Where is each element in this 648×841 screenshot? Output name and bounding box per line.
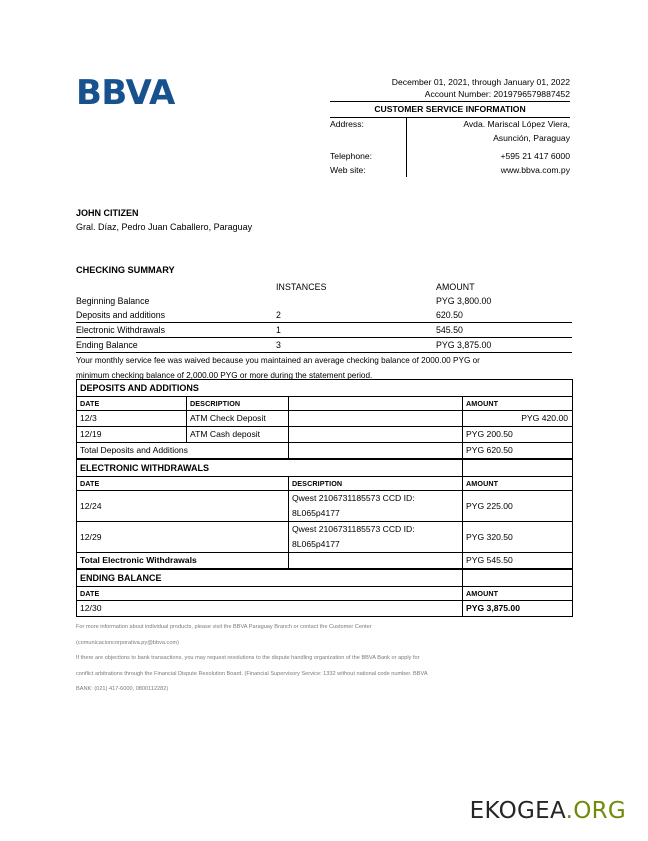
- summary-label: Beginning Balance: [76, 296, 150, 306]
- withdrawal-date: 12/24: [77, 491, 289, 522]
- customer-name: JOHN CITIZEN: [76, 208, 139, 218]
- address-value-line1: Avda. Mariscal López Viera,: [463, 119, 570, 129]
- watermark-primary: EKOGEA: [469, 798, 566, 824]
- header-info-block: [330, 76, 570, 177]
- deposit-spacer: [289, 411, 463, 427]
- customer-address: Gral. Díaz, Pedro Juan Caballero, Paraguay: [76, 222, 253, 232]
- customer-service-table: [330, 118, 570, 177]
- checking-summary-table: [76, 280, 572, 353]
- ending-balance-amount: PYG 3,875.00: [463, 601, 573, 617]
- ending-balance-col-date: DATE: [77, 587, 463, 601]
- table-row: [77, 522, 573, 553]
- header-row-telephone: [330, 150, 570, 164]
- ending-balance-section-blank: [463, 570, 573, 587]
- deposit-date: 12/3: [77, 411, 187, 427]
- checking-summary-section: [76, 262, 572, 382]
- ending-balance-col-amount: AMOUNT: [463, 587, 573, 601]
- ending-balance-date: 12/30: [77, 601, 463, 617]
- deposits-col-amount: AMOUNT: [463, 397, 573, 411]
- deposits-col-spacer: [289, 397, 463, 411]
- header-row-website: [330, 164, 570, 178]
- withdrawals-total-amount: PYG 545.50: [463, 553, 573, 569]
- summary-instances: 2: [276, 310, 281, 320]
- withdrawals-total-spacer: [289, 553, 463, 569]
- deposits-column-header: [77, 397, 573, 411]
- ending-balance-column-header: [77, 587, 573, 601]
- withdrawal-date: 12/29: [77, 522, 289, 553]
- withdrawal-description: Qwest 2106731185573 CCD ID: 8L065p4177: [289, 491, 463, 522]
- deposit-amount: PYG 200.50: [463, 427, 573, 443]
- transactions-section: [76, 379, 572, 617]
- bbva-logo: BBVA: [76, 73, 175, 113]
- withdrawals-total-label: Total Electronic Withdrawals: [77, 553, 289, 569]
- table-row: [77, 601, 573, 617]
- legal-footer: [76, 620, 576, 698]
- table-row: [77, 491, 573, 522]
- deposits-total-spacer: [289, 443, 463, 459]
- address-label: Address:: [330, 118, 407, 132]
- summary-label: Deposits and additions: [76, 310, 166, 320]
- withdrawals-table: [76, 459, 573, 569]
- summary-header-instances: INSTANCES: [276, 282, 327, 292]
- withdrawals-section-blank: [463, 460, 573, 477]
- footer-line-4: conflict arbitrations through the Financial Dispute Resolution Board. (Financial Supervisory Service: 1332 without national code number. BBVA: [76, 670, 428, 677]
- ekogea-watermark: [470, 800, 626, 823]
- statement-period: December 01, 2021, through January 01, 2022: [391, 77, 570, 87]
- deposit-description: ATM Check Deposit: [187, 411, 289, 427]
- telephone-value: +595 21 417 6000: [500, 151, 570, 161]
- website-label: Web site:: [330, 164, 407, 178]
- deposits-table: [76, 379, 573, 459]
- deposit-spacer: [289, 427, 463, 443]
- watermark-suffix: .ORG: [565, 798, 626, 824]
- withdrawals-section-header: [77, 460, 573, 477]
- summary-row-withdrawals: [76, 323, 572, 338]
- deposits-total-amount: PYG 620.50: [463, 443, 573, 459]
- deposit-description: ATM Cash deposit: [187, 427, 289, 443]
- deposits-section-title: DEPOSITS AND ADDITIONS: [77, 380, 573, 397]
- summary-row-ending-balance: [76, 338, 572, 353]
- summary-header-row: [76, 280, 572, 294]
- summary-header-blank: [76, 280, 276, 294]
- summary-label: Ending Balance: [76, 338, 276, 353]
- customer-service-title: CUSTOMER SERVICE INFORMATION: [330, 102, 570, 118]
- fee-waiver-note-line2: minimum checking balance of 2,000.00 PYG or more during the statement period.: [76, 370, 373, 380]
- withdrawal-amount: PYG 225.00: [463, 491, 573, 522]
- ending-balance-table: [76, 569, 573, 617]
- footer-line-1: For more information about individual products, please visit the BBVA Paraguay Branch or contact the Customer Center: [76, 624, 372, 630]
- summary-label: Electronic Withdrawals: [76, 323, 276, 338]
- telephone-label: Telephone:: [330, 150, 407, 164]
- deposits-section-header: [77, 380, 573, 397]
- withdrawals-col-description: DESCRIPTION: [289, 477, 463, 491]
- withdrawals-col-date: DATE: [77, 477, 289, 491]
- withdrawals-total-row: [77, 553, 573, 569]
- footer-line-2: (comunicacioncorporativa.py@bbva.com): [76, 639, 179, 646]
- withdrawal-description: Qwest 2106731185573 CCD ID: 8L065p4177: [289, 522, 463, 553]
- summary-amount: PYG 3,800.00: [436, 296, 492, 306]
- ending-balance-section-header: [77, 570, 573, 587]
- footer-line-3: If there are objections to bank transactions, you may request resolutions to the dispute handling organization of the BBVA Bank or apply for: [76, 655, 420, 661]
- summary-header-amount: AMOUNT: [436, 282, 475, 292]
- deposit-amount: PYG 420.00: [463, 411, 573, 427]
- header-row-address-2: [330, 132, 570, 146]
- deposits-col-description: DESCRIPTION: [187, 397, 289, 411]
- summary-amount: 545.50: [436, 323, 572, 338]
- summary-amount: PYG 3,875.00: [436, 338, 572, 353]
- summary-instances: 3: [276, 338, 436, 353]
- summary-instances: 1: [276, 323, 436, 338]
- address-value-line2: Asunción, Paraguay: [493, 132, 570, 143]
- deposit-date: 12/19: [77, 427, 187, 443]
- account-number: Account Number: 2019796579887452: [424, 89, 570, 99]
- address-label-blank: [330, 132, 407, 146]
- summary-amount: 620.50: [436, 310, 463, 320]
- ending-balance-section-title: ENDING BALANCE: [77, 570, 463, 587]
- summary-row-beginning-balance: [76, 294, 572, 308]
- website-value[interactable]: www.bbva.com.py: [500, 164, 570, 175]
- withdrawals-col-amount: AMOUNT: [463, 477, 573, 491]
- table-row: [77, 411, 573, 427]
- customer-block: [76, 206, 576, 234]
- withdrawals-section-title: ELECTRONIC WITHDRAWALS: [77, 460, 463, 477]
- statement-header: [0, 0, 648, 190]
- withdrawal-amount: PYG 320.50: [463, 522, 573, 553]
- fee-waiver-note-line1: Your monthly service fee was waived because you maintained an average checking balance of 2000.00 PYG or: [76, 356, 480, 365]
- deposits-total-row: [77, 443, 573, 459]
- checking-summary-title: CHECKING SUMMARY: [76, 265, 175, 275]
- summary-instances: [276, 294, 436, 308]
- table-row: [77, 427, 573, 443]
- summary-row-deposits: [76, 308, 572, 323]
- withdrawals-column-header: [77, 477, 573, 491]
- deposits-total-label: Total Deposits and Additions: [77, 443, 289, 459]
- footer-line-5: BANK: (021) 417-6000, 0800112282): [76, 686, 169, 692]
- deposits-col-date: DATE: [77, 397, 187, 411]
- header-row-address: [330, 118, 570, 132]
